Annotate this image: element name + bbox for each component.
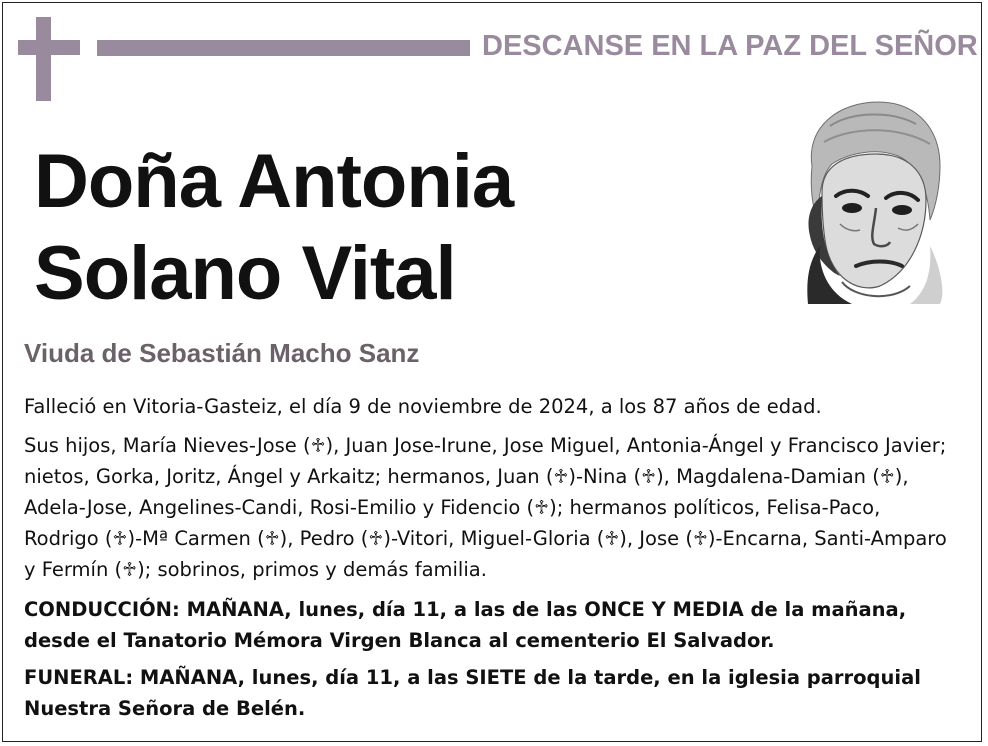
widow-subtitle: Viuda de Sebastián Macho Sanz	[24, 338, 420, 368]
conduccion-notice: CONDUCCIÓN: MAÑANA, lunes, día 11, a las de las ONCE Y MEDIA de la mañana, desde el Tanatorio Mémora Virgen Blanca al cementerio El Salvador.	[24, 598, 907, 652]
death-announcement: Falleció en Vitoria-Gasteiz, el día 9 de noviembre de 2024, a los 87 años de edad.	[24, 395, 822, 418]
family-list: Sus hijos, María Nieves-Jose (♱), Juan Jose-Irune, Jose Miguel, Antonia-Ángel y Francisco Javier; nietos, Gorka, Joritz, Ángel y Arkaitz; hermanos, Juan (♱)-Nina (♱), Magdalena-Damian (♱), Adela-Jose, Angelines-Candi, Rosi-Emilio y Fidencio (♱); hermanos políticos, Felisa-Paco, Rodrigo (♱)-Mª Carmen (♱), Pedro (♱)-Vitori, Miguel-Gloria (♱), Jose (♱)-Encarna, Santi-Amparo y Fermín (♱); sobrinos, primos y demás familia.	[24, 434, 947, 581]
portrait-photo	[790, 96, 952, 310]
deceased-name	[34, 136, 513, 320]
funeral-notice: FUNERAL: MAÑANA, lunes, día 11, a las SIETE de la tarde, en la iglesia parroquial Nuestra Señora de Belén.	[24, 666, 921, 720]
header-divider-bar	[97, 40, 470, 56]
header-title: DESCANSE EN LA PAZ DEL SEÑOR	[482, 30, 978, 62]
name-line-2: Solano Vital	[34, 231, 456, 316]
name-line-1: Doña Antonia	[34, 139, 514, 224]
